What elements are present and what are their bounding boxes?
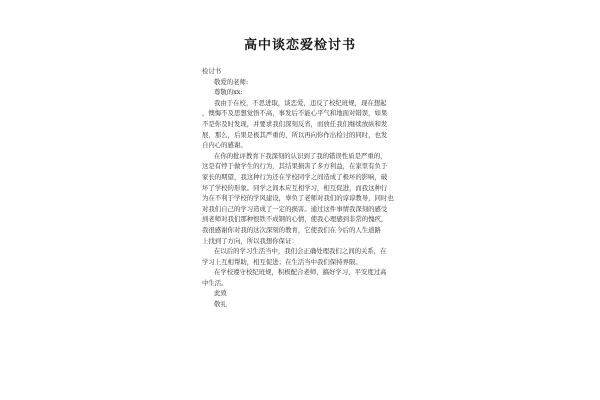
body-line: 此致: [214, 289, 227, 298]
body-line: 敬爱的老师:: [214, 77, 249, 86]
body-line: ，懊悔不及思想觉悟不高，事发后不能心平气和地面对错误，如果: [202, 109, 388, 118]
body-line: 坏了学校的形象。同学之间本应互相学习，相互促进，而我这种行: [202, 183, 388, 192]
body-line: 展，那么，后果是极其严重的，所以再向你作出检讨的同时，也发: [202, 130, 388, 139]
document-title: 高中谈恋爱检讨书: [243, 38, 356, 53]
body-line: 家长的期望，我这种行为还在学校同学之间造成了极坏的影响，破: [202, 172, 388, 181]
body-line: 在你的批评教育下我深刻的认识到了我的错误性质是严重的，: [214, 151, 387, 160]
document-body: [202, 66, 412, 310]
body-line: 我很感谢你对我的这次深刻的教育，它使我们在今后的人生道路: [202, 225, 381, 234]
body-line: 对我们自己的学习造成了一定的损害。通过这件事情我深刻的感受: [202, 204, 388, 213]
body-line: 到老师对我们那种恨铁不成钢的心情，使我心理感到非常的愧疚，: [202, 215, 388, 224]
body-line: 敬礼: [214, 300, 227, 309]
body-line: 为在不利于学校的学风建设，辜负了老师对我们的谆谆教导，同时也: [202, 194, 394, 203]
body-line: 不是你及时发现，并要求我们深刻反省，而放任我们继续放纵和发: [202, 119, 388, 128]
body-line: 尊敬的xx:: [214, 88, 243, 97]
body-line: 自内心的感谢。: [202, 141, 247, 150]
body-line: 上找到了方向，所以我想你保证：: [202, 236, 298, 245]
body-line: 中生活。: [202, 278, 228, 287]
body-line: 学习上互相帮助，相互促进；在生活当中我们保持界限。: [202, 257, 362, 266]
body-line: 在学校遵守校纪班规，积极配合老师，搞好学习，平安度过高: [214, 268, 387, 277]
body-line: 在以后的学习生活当中，我们会正确处理我们之间的关系，在: [214, 247, 387, 256]
body-line: 检讨书: [202, 67, 222, 75]
body-line: 我由于在校，不思进取，谈恋爱，违反了校纪班规，现在想起: [214, 98, 387, 107]
body-line: 这是有悖于做学生的行为，其结果损害了多方利益，在家里有负于: [202, 162, 388, 171]
